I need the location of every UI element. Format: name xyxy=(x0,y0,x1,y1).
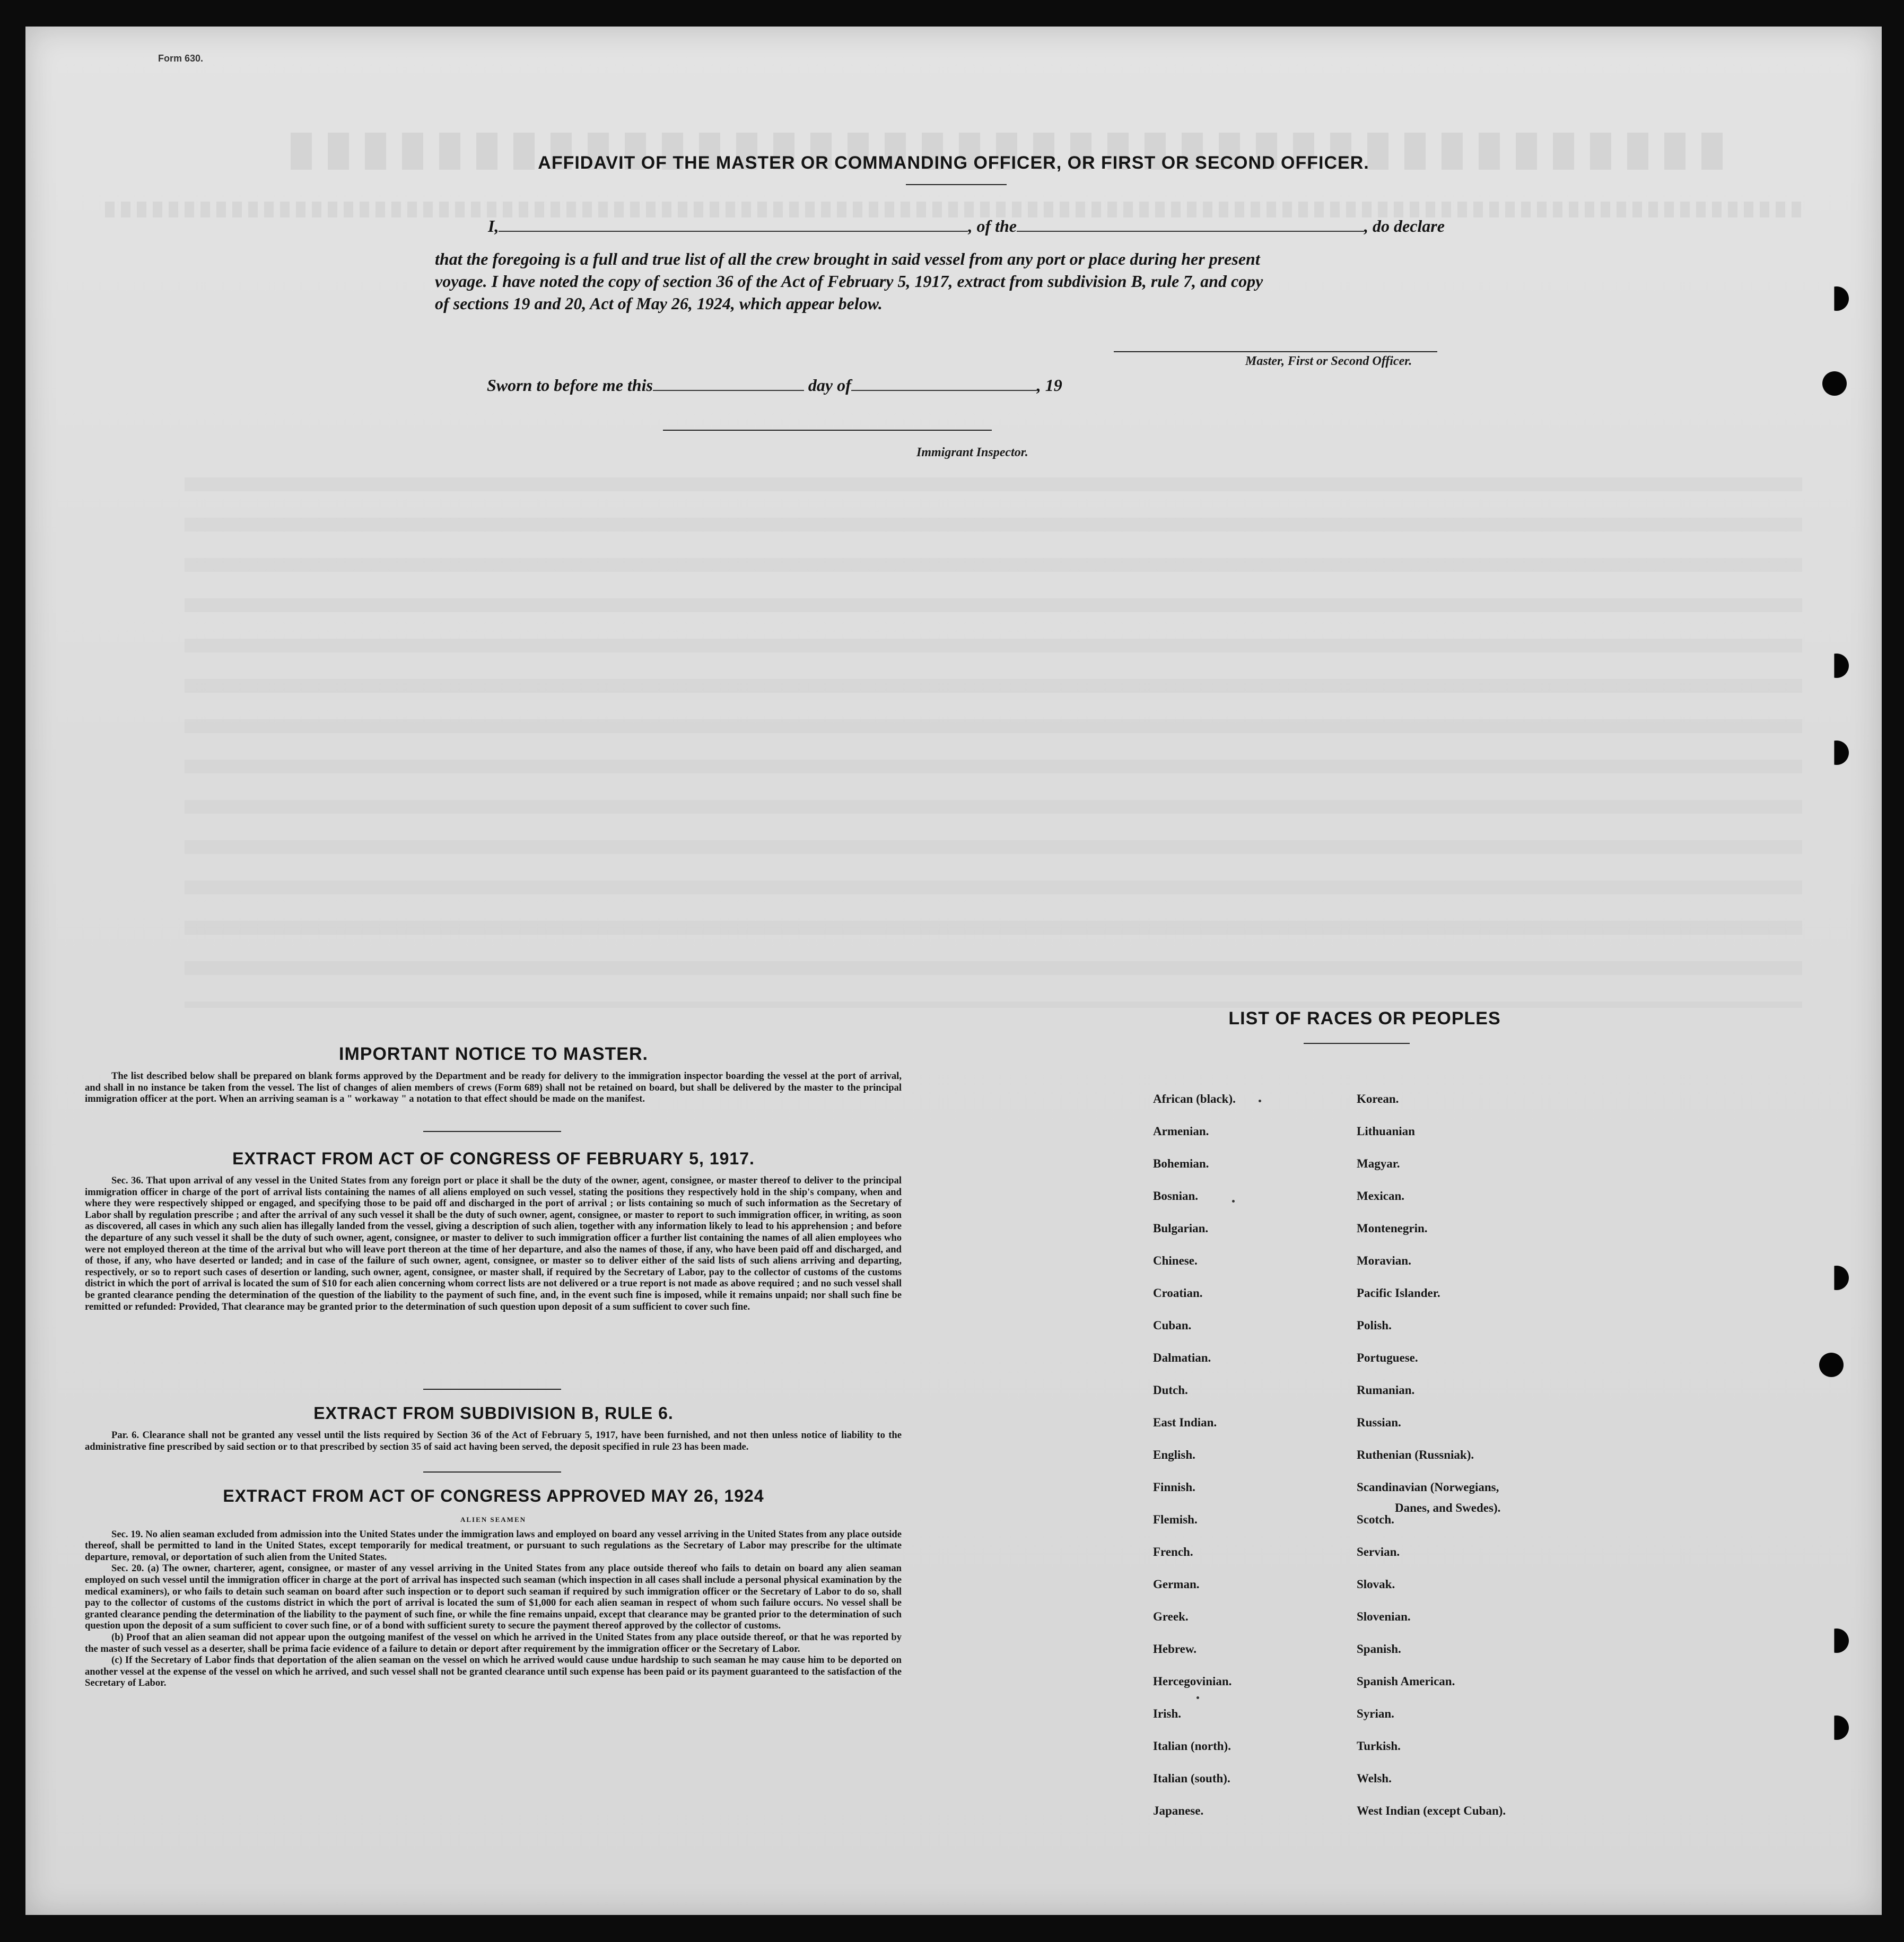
race-item: Bulgarian. xyxy=(1153,1222,1209,1235)
race-item: Cuban. xyxy=(1153,1319,1192,1332)
race-item: Bosnian. xyxy=(1153,1189,1199,1203)
divider xyxy=(1304,1043,1410,1044)
race-item: Spanish. xyxy=(1357,1642,1401,1656)
race-item: Pacific Islander. xyxy=(1357,1286,1440,1300)
races-scandinavian-continuation: Danes, and Swedes). xyxy=(1395,1501,1501,1514)
race-item: Servian. xyxy=(1357,1545,1400,1558)
divider xyxy=(423,1471,561,1473)
form-number: Form 630. xyxy=(158,53,204,64)
races-list-left xyxy=(1153,1093,1236,1837)
race-item: French. xyxy=(1153,1545,1193,1558)
inspector-signature-line[interactable] xyxy=(663,430,992,431)
race-item: Rumanian. xyxy=(1357,1383,1415,1397)
rule6-text xyxy=(85,1430,902,1452)
notice-text xyxy=(85,1070,902,1105)
race-item: Polish. xyxy=(1357,1319,1392,1332)
print-dot xyxy=(1196,1696,1199,1699)
race-item: Korean. xyxy=(1357,1092,1399,1105)
punch-hole xyxy=(1819,1353,1844,1377)
race-item: Welsh. xyxy=(1357,1772,1392,1785)
rule6-heading: EXTRACT FROM SUBDIVISION B, RULE 6. xyxy=(313,1404,674,1423)
race-item: Russian. xyxy=(1357,1416,1401,1429)
race-item: Lithuanian xyxy=(1357,1125,1415,1138)
sworn-day-blank[interactable] xyxy=(653,376,804,391)
vessel-blank[interactable] xyxy=(1017,217,1364,232)
notice-heading: IMPORTANT NOTICE TO MASTER. xyxy=(339,1044,648,1064)
race-item: Slovak. xyxy=(1357,1578,1395,1591)
race-item: Chinese. xyxy=(1153,1254,1198,1267)
race-item: English. xyxy=(1153,1448,1195,1461)
sworn-day-of: day of xyxy=(808,376,851,395)
declaration-of-the: , of the xyxy=(968,216,1017,236)
race-item: German. xyxy=(1153,1578,1200,1591)
race-item: Italian (south). xyxy=(1153,1772,1230,1785)
extract-1917-heading: EXTRACT FROM ACT OF CONGRESS OF FEBRUARY 5, 1917. xyxy=(232,1149,755,1168)
print-dot xyxy=(1259,1100,1261,1102)
race-item: Turkish. xyxy=(1357,1739,1401,1753)
declaration-line xyxy=(488,216,1445,236)
bleed-through-rows xyxy=(185,477,1802,1008)
sworn-line xyxy=(487,376,1062,395)
sec20a-paragraph: Sec. 20. (a) The owner, charterer, agent, consignee, or master of any vessel arriving in the United States from any place outside thereof who fails to detain on board any alien seaman employed on such vessel until the immigration officer in charge at the port of arrival has inspected such seaman (which inspection in all cases shall include a personal physical examination by the medical examiners), or who fails to detain such seaman on board after such inspection or to deport such seaman if required by such immigration officer or the Secretary of Labor to do so, shall pay to the collector of customs of the customs district in which the port of arrival is located the sum of $1,000 for each alien seaman in respect of whom such failure occurs. No vessel shall be granted clearance pending the determination of the liability to the payment of such fine, or while the fine remains unpaid, except that clearance may be granted prior to the determination of such question upon the deposit of a sum sufficient to cover such fine, or of a bond with sufficient surety to secure the payment thereof approved by the collector of customs. xyxy=(85,1563,902,1632)
race-item: Irish. xyxy=(1153,1707,1182,1720)
extract-1924-text xyxy=(85,1512,902,1689)
race-item: Italian (north). xyxy=(1153,1739,1231,1753)
sworn-month-blank[interactable] xyxy=(851,376,1037,391)
race-item: Montenegrin. xyxy=(1357,1222,1428,1235)
race-item: Scotch. xyxy=(1357,1513,1394,1526)
master-signature-line[interactable] xyxy=(1114,351,1437,352)
race-item: Finnish. xyxy=(1153,1481,1195,1494)
master-caption: Master, First or Second Officer. xyxy=(1245,354,1412,368)
sworn-year: , 19 xyxy=(1036,376,1062,395)
race-item: Syrian. xyxy=(1357,1707,1394,1720)
document-page xyxy=(25,27,1882,1915)
sec20b-paragraph: (b) Proof that an alien seaman did not appear upon the outgoing manifest of the vessel on which he arrived in the United States from any place outside thereof, or that he was reported by the master of such vessel as a deserter, shall be prima facie evidence of a failure to detain or deport after requirement by the immigration officer or the Secretary of Labor. xyxy=(85,1631,902,1654)
race-item: Scandinavian (Norwegians, xyxy=(1357,1481,1499,1494)
race-item: Magyar. xyxy=(1357,1157,1400,1170)
declaration-body-2: that the foregoing is a full and true list of all the crew brought in said vessel from any port or place during her present xyxy=(435,249,1260,268)
extract-1924-heading: EXTRACT FROM ACT OF CONGRESS APPROVED MAY 26, 1924 xyxy=(223,1486,764,1505)
races-heading: LIST OF RACES OR PEOPLES xyxy=(1228,1008,1501,1029)
declaration-declare: , do declare xyxy=(1364,216,1445,236)
race-item: East Indian. xyxy=(1153,1416,1217,1429)
race-item: West Indian (except Cuban). xyxy=(1357,1804,1506,1817)
race-item: Slovenian. xyxy=(1357,1610,1411,1623)
race-item: Mexican. xyxy=(1357,1189,1405,1203)
race-item: Ruthenian (Russniak). xyxy=(1357,1448,1474,1461)
race-item: African (black). xyxy=(1153,1092,1236,1105)
race-item: Croatian. xyxy=(1153,1286,1203,1300)
affidavit-title: AFFIDAVIT OF THE MASTER OR COMMANDING OFFICER, OR FIRST OR SECOND OFFICER. xyxy=(538,153,1369,173)
race-item: Flemish. xyxy=(1153,1513,1198,1526)
race-item: Bohemian. xyxy=(1153,1157,1209,1170)
notice-paragraph: The list described below shall be prepared on blank forms approved by the Department and be ready for delivery to the immigration inspector boarding the vessel at the port of arrival, and shall in no instance be taken from the vessel. The list of changes of alien members of crews (Form 689) shall not be retained on board, but shall be delivered by the master to the principal immigration officer at the port. When an arriving seaman is a " workaway " a notation to that effect should be made on the manifest. xyxy=(85,1070,902,1105)
races-list-right xyxy=(1357,1093,1506,1837)
print-dot xyxy=(1232,1200,1235,1203)
sworn-text: Sworn to before me this xyxy=(487,376,653,395)
punch-hole xyxy=(1822,371,1847,396)
declaration-i: I, xyxy=(488,216,499,236)
extract-1917-text xyxy=(85,1175,902,1312)
race-item: Hercegovinian. xyxy=(1153,1675,1232,1688)
divider xyxy=(906,184,1007,185)
race-item: Greek. xyxy=(1153,1610,1189,1623)
name-blank[interactable] xyxy=(499,217,968,232)
bleed-through-line xyxy=(105,202,1802,217)
sec19-paragraph: Sec. 19. No alien seaman excluded from admission into the United States under the immigration laws and employed on board any vessel arriving in the United States from any place outside thereof, shall be permitted to land in the United States, except temporarily for medical treatment, or pursuant to such regulations as the Secretary of Labor may prescribe for the ultimate departure, removal, or deportation of such alien from the United States. xyxy=(85,1528,902,1563)
race-item: Portuguese. xyxy=(1357,1351,1418,1364)
race-item: Spanish American. xyxy=(1357,1675,1455,1688)
alien-seamen-subheading: ALIEN SEAMEN xyxy=(460,1516,527,1523)
rule6-paragraph: Par. 6. Clearance shall not be granted any vessel until the lists required by Section 36 of the Act of February 5, 1917, have been furnished, and not then unless notice of liability to the administrative fine prescribed by said section or to that prescribed by section 35 of said act having been served, the deposit specified in rule 23 has been made. xyxy=(85,1430,902,1452)
declaration-body-3: voyage. I have noted the copy of section 36 of the Act of February 5, 1917, extract from subdivision B, rule 7, and copy xyxy=(435,272,1263,291)
inspector-caption: Immigrant Inspector. xyxy=(916,446,1028,459)
sec20c-paragraph: (c) If the Secretary of Labor finds that deportation of the alien seaman on the vessel on which he arrived would cause undue hardship to such seaman he may cause him to be deported on another vessel at the expense of the vessel on which he arrived, and such vessel shall not be granted clearance until such expense has been paid or its payment guaranteed to the satisfaction of the Secretary of Labor. xyxy=(85,1654,902,1689)
extract-1917-paragraph: Sec. 36. That upon arrival of any vessel in the United States from any foreign port or place it shall be the duty of the owner, agent, consignee, or master thereof to deliver to the principal immigration officer in charge of the port of arrival lists containing the names of all aliens employed on such vessel, stating the positions they respectively hold in the ship's company, when and where they were respectively shipped or engaged, and specifying those to be paid off and discharged in the port of arrival ; or lists containing so much of such information as the Secretary of Labor shall by regulation prescribe ; and after the arrival of any such vessel it shall be the duty of such owner, agent, consignee, or master to report to such immigration officer, in writing, as soon as discovered, all cases in which any such alien has illegally landed from the vessel, giving a description of such alien, together with any information likely to lead to his apprehension ; and before the departure of any such vessel it shall be the duty of such owner, agent, consignee, or master to deliver to such immigration officer a further list containing the names of all alien employees who were not employed thereon at the time of the arrival but who will leave port thereon at the time of her departure, and also the names of those, if any, who have been paid off and discharged, and of those, if any, who have deserted or landed; and in case of the failure of such owner, agent, consignee, or master so to deliver either of the said lists of such aliens arriving and departing, respectively, or so to report such cases of desertion or landing, such owner, agent, consignee, or master shall, if required by the Secretary of Labor, pay to the collector of customs of the customs district in which the port of arrival is located the sum of $10 for each alien concerning whom correct lists are not delivered or a true report is not made as above required ; and no such vessel shall be granted clearance pending the determination of the question of the liability to the payment of such fine, and, in the event such fine is imposed, while it remains unpaid; nor shall such fine be remitted or refunded: Provided, That clearance may be granted prior to the determination of such question upon deposit of a sum sufficient to cover such fine. xyxy=(85,1175,902,1312)
race-item: Dutch. xyxy=(1153,1383,1188,1397)
race-item: Armenian. xyxy=(1153,1125,1209,1138)
race-item: Moravian. xyxy=(1357,1254,1411,1267)
race-item: Japanese. xyxy=(1153,1804,1204,1817)
declaration-body-4: of sections 19 and 20, Act of May 26, 1924, which appear below. xyxy=(435,294,883,313)
race-item: Dalmatian. xyxy=(1153,1351,1211,1364)
divider xyxy=(423,1389,561,1390)
race-item: Hebrew. xyxy=(1153,1642,1196,1656)
divider xyxy=(423,1131,561,1132)
